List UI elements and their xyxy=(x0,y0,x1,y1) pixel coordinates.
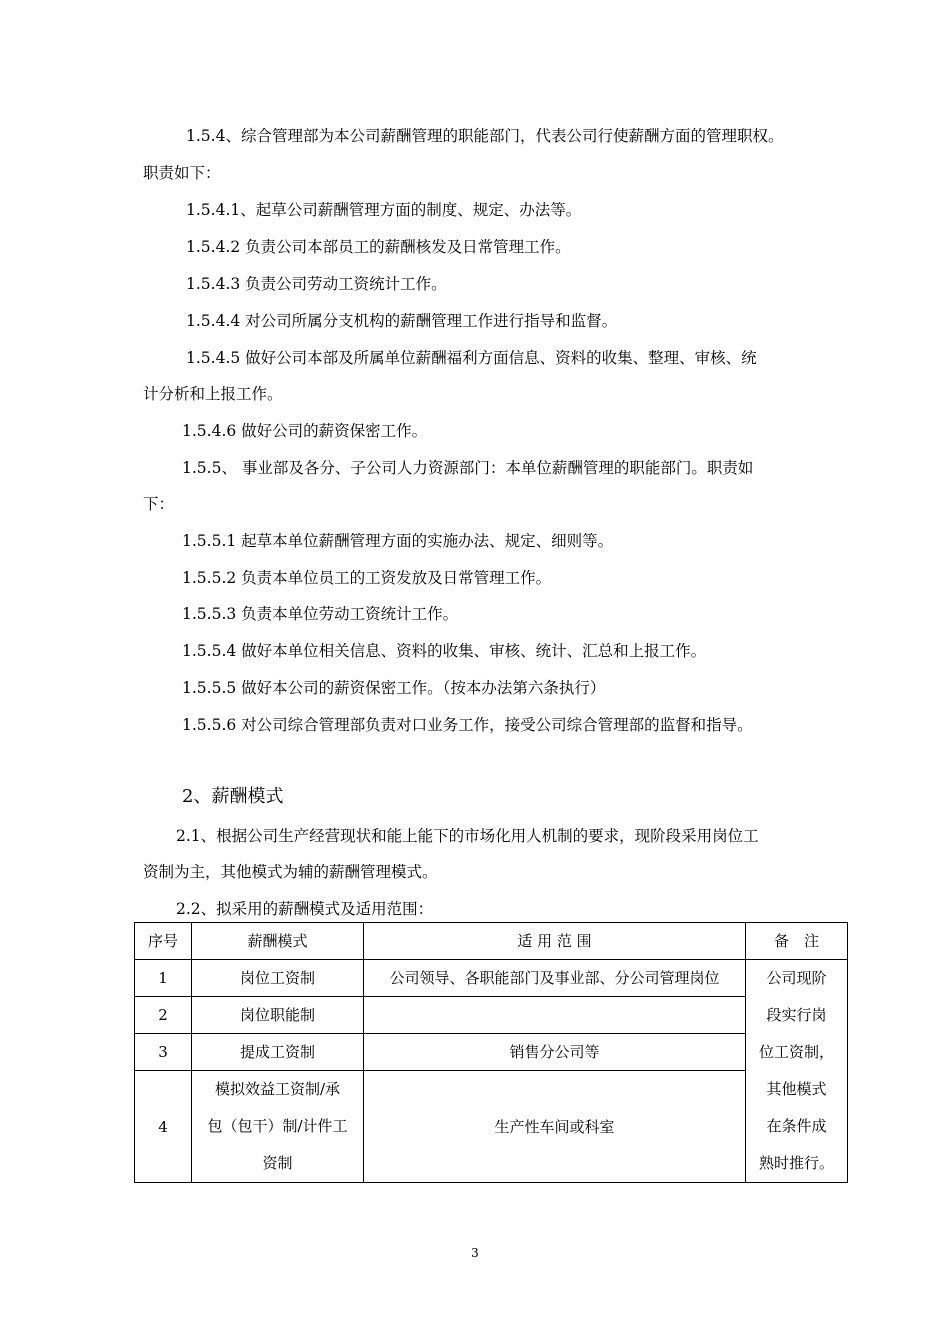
paragraph-continuation: 资制为主，其他模式为辅的薪酬管理模式。 xyxy=(143,863,438,881)
note-line: 在条件成 xyxy=(766,1117,827,1135)
section-heading: 2、薪酬模式 xyxy=(182,786,284,807)
pay-mode-table xyxy=(134,922,848,1183)
paragraph-1-5-5-4: 1.5.5.4 做好本单位相关信息、资料的收集、审核、统计、汇总和上报工作。 xyxy=(182,642,707,660)
mode-line: 包（包干）制/计件工 xyxy=(207,1117,348,1135)
note-line: 其他模式 xyxy=(766,1080,827,1098)
table-row xyxy=(135,1071,848,1183)
cell-mode: 岗位职能制 xyxy=(192,997,364,1034)
cell-mode: 岗位工资制 xyxy=(192,960,364,997)
paragraph-1-5-4-5: 1.5.4.5 做好公司本部及所属单位薪酬福利方面信息、资料的收集、整理、审核、统 xyxy=(186,349,757,367)
paragraph-1-5-4-2: 1.5.4.2 负责公司本部员工的薪酬核发及日常管理工作。 xyxy=(186,238,571,256)
paragraph-1-5-4-6: 1.5.4.6 做好公司的薪资保密工作。 xyxy=(182,422,428,440)
table-row xyxy=(135,960,848,997)
cell-serial: 3 xyxy=(135,1034,192,1071)
paragraph-2-1: 2.1、根据公司生产经营现状和能上能下的市场化用人机制的要求，现阶段采用岗位工 xyxy=(176,827,759,845)
cell-scope: 销售分公司等 xyxy=(364,1034,746,1071)
header-serial: 序号 xyxy=(135,923,192,960)
paragraph-1-5-5-5: 1.5.5.5 做好本公司的薪资保密工作。（按本办法第六条执行） xyxy=(182,679,606,697)
cell-scope xyxy=(364,997,746,1034)
cell-scope: 公司领导、各职能部门及事业部、分公司管理岗位 xyxy=(364,960,746,997)
header-mode: 薪酬模式 xyxy=(192,923,364,960)
note-line: 位工资制， xyxy=(758,1043,834,1061)
paragraph-1-5-4: 1.5.4、综合管理部为本公司薪酬管理的职能部门，代表公司行使薪酬方面的管理职权。 xyxy=(186,127,784,145)
note-line: 公司现阶 xyxy=(766,969,827,987)
paragraph-1-5-4-3: 1.5.4.3 负责公司劳动工资统计工作。 xyxy=(186,275,447,293)
mode-line: 资制 xyxy=(262,1154,293,1172)
header-scope: 适 用 范 围 xyxy=(364,923,746,960)
paragraph-2-2: 2.2、拟采用的薪酬模式及适用范围： xyxy=(176,900,434,918)
cell-mode xyxy=(192,1071,364,1183)
header-note: 备 注 xyxy=(746,923,848,960)
page-number: 3 xyxy=(471,1246,479,1260)
paragraph-continuation: 职责如下： xyxy=(143,164,221,182)
paragraph-1-5-5-6: 1.5.5.6 对公司综合管理部负责对口业务工作，接受公司综合管理部的监督和指导。 xyxy=(182,716,753,734)
table-row xyxy=(135,997,848,1034)
note-line: 段实行岗 xyxy=(766,1006,827,1024)
cell-scope: 生产性车间或科室 xyxy=(364,1071,746,1183)
cell-serial: 2 xyxy=(135,997,192,1034)
paragraph-continuation: 下： xyxy=(143,495,175,513)
cell-serial: 4 xyxy=(135,1071,192,1183)
paragraph-1-5-5-2: 1.5.5.2 负责本单位员工的工资发放及日常管理工作。 xyxy=(182,569,552,587)
table-header-row xyxy=(135,923,848,960)
cell-serial: 1 xyxy=(135,960,192,997)
paragraph-1-5-5-3: 1.5.5.3 负责本单位劳动工资统计工作。 xyxy=(182,605,459,623)
paragraph-1-5-4-4: 1.5.4.4 对公司所属分支机构的薪酬管理工作进行指导和监督。 xyxy=(186,312,618,330)
cell-mode: 提成工资制 xyxy=(192,1034,364,1071)
note-line: 熟时推行。 xyxy=(758,1154,834,1172)
cell-note xyxy=(746,960,848,1183)
paragraph-1-5-5-1: 1.5.5.1 起草本单位薪酬管理方面的实施办法、规定、细则等。 xyxy=(182,532,614,550)
table-row xyxy=(135,1034,848,1071)
paragraph-1-5-4-1: 1.5.4.1、起草公司薪酬管理方面的制度、规定、办法等。 xyxy=(186,201,582,219)
paragraph-1-5-5: 1.5.5、 事业部及各分、子公司人力资源部门：本单位薪酬管理的职能部门。职责如 xyxy=(182,459,754,477)
paragraph-continuation: 计分析和上报工作。 xyxy=(143,385,283,403)
mode-line: 模拟效益工资制/承 xyxy=(214,1080,341,1098)
